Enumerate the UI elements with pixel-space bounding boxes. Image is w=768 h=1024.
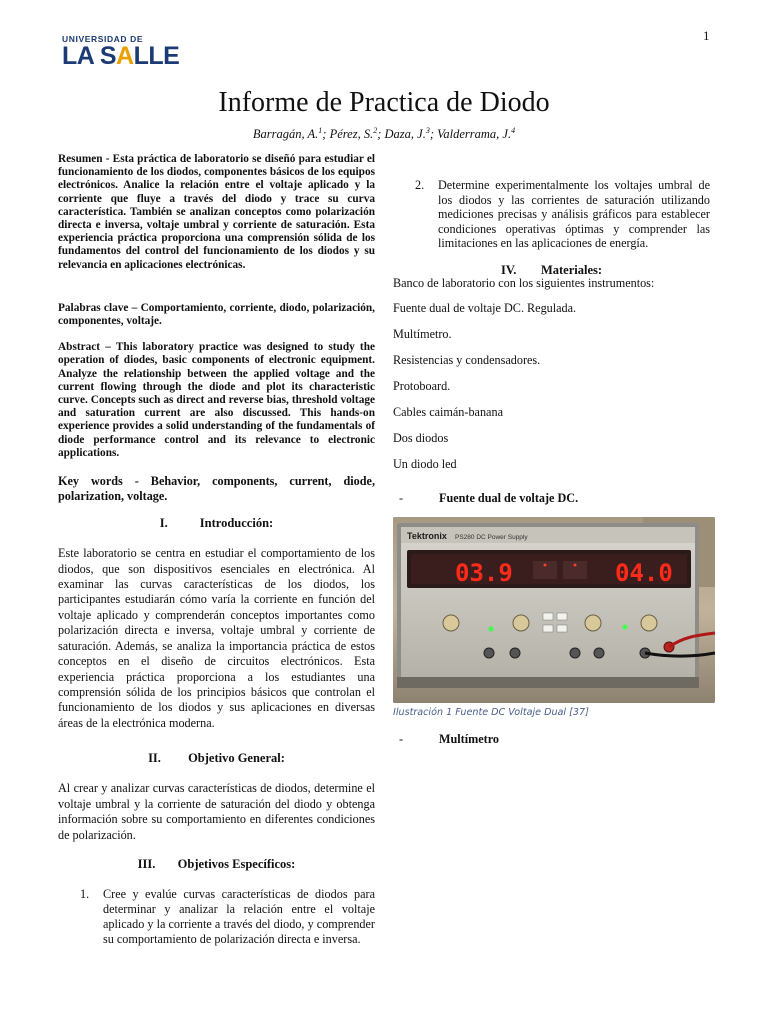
materiales-intro: Banco de laboratorio con los siguientes instrumentos: bbox=[393, 276, 655, 291]
list-item: Multímetro. bbox=[393, 327, 452, 342]
university-logo bbox=[62, 34, 212, 74]
objetivos-list bbox=[58, 887, 375, 947]
right-column bbox=[393, 150, 710, 746]
abstract-paragraph: Abstract – This laboratory practice was designed to study the operation of diodes, basic components of electronic equipment. Analyze the relationship between the applied voltage and the current flowing through the diode and plot its characteristic curve. Concepts such as direct and reverse bias, threshold voltage and saturation current are also discussed. This hands-on experience provides a solid understanding of the fundamentals of diode performance control and its relevance to electronic applications. bbox=[58, 341, 375, 459]
list-item: Dos diodos bbox=[393, 431, 449, 446]
section-heading-introduccion: I. Introducción: bbox=[159, 516, 274, 531]
section-heading-objetivos-especificos: III. Objetivos Específicos: bbox=[137, 856, 296, 871]
palabras-clave: Palabras clave – Comportamiento, corriente, diodo, polarización, componentes, voltaje. bbox=[58, 301, 375, 328]
power-supply-photo bbox=[393, 517, 715, 703]
logo-main-text: LA SALLE bbox=[62, 42, 180, 70]
left-column bbox=[58, 150, 375, 947]
resumen-paragraph: Resumen - Esta práctica de laboratorio se diseñó para estudiar el funcionamiento de los diodos, componentes básicos de los equipos electrónicos. Analice la relación entre el voltaje aplicado y la corriente que fluye a través del diodo y trace su curva característica. También se analizan conceptos como polarización directa e inversa, voltaje umbral y corriente de saturación. Esta experiencia práctica proporciona una comprensión sólida de los fundamentos del control del funcionamiento de los diodos y su relevancia en aplicaciones electrónicas. bbox=[58, 153, 375, 271]
figure-caption: Ilustración 1 Fuente DC Voltaje Dual [37] bbox=[393, 706, 589, 718]
list-item: Protoboard. bbox=[393, 379, 451, 394]
list-item: Resistencias y condensadores. bbox=[393, 353, 541, 368]
figure-subheading: - Fuente dual de voltaje DC. bbox=[399, 491, 579, 506]
key-words: Key words - Behavior, components, current, diode, polarization, voltage. bbox=[58, 474, 375, 504]
model-label: PS280 DC Power Supply bbox=[455, 533, 528, 541]
section-heading-objetivo-general: II. Objetivo General: bbox=[148, 751, 285, 766]
author-list: Barragán, A.$^1$; Pérez, S.$^2$; Daza, J.$^3$; Valderrama, J.$^4$ bbox=[252, 126, 516, 142]
paper-title: Informe de Practica de Diodo bbox=[218, 87, 550, 118]
logo-top-text: UNIVERSIDAD DE bbox=[62, 34, 144, 44]
objetivo-general-body: Al crear y analizar curvas características de diodos, determine el voltaje umbral y la corriente de saturación del diodo y obtenga información sobre su comportamiento en diferentes condiciones de polarización. bbox=[58, 781, 375, 842]
power-supply-illustration bbox=[393, 517, 715, 703]
materiales-list bbox=[393, 302, 710, 471]
display-right-readout: 04.0 bbox=[615, 558, 673, 587]
display-left-readout: 03.9 bbox=[455, 558, 513, 587]
introduccion-body: Este laboratorio se centra en estudiar el comportamiento de los diodos, que son dispositivos esenciales en electrónica. Al examinar las curvas características de los diodos, los participantes estudiarán cómo varía la corriente en función del voltaje aplicado y comprenderán conceptos importantes como polarización directa e inversa, voltaje umbral y corriente de saturación. Además, se analiza la importancia práctica de estos conceptos en el diseño de circuitos electrónicos. Esta experiencia práctica proporciona a los estudiantes una comprensión sólida de los principios básicos que controlan el funcionamiento de los diodos y sus aplicaciones en diversas áreas de la electrónica moderna. bbox=[58, 546, 375, 730]
brand-label: Tektronix bbox=[407, 530, 447, 541]
objetivos-list-continued bbox=[393, 178, 710, 251]
list-item: Cables caimán-banana bbox=[393, 405, 503, 420]
multimetro-subheading: - Multímetro bbox=[399, 731, 500, 746]
list-item: Un diodo led bbox=[393, 457, 457, 472]
list-item: Fuente dual de voltaje DC. Regulada. bbox=[393, 301, 577, 316]
section-heading-materiales: IV. Materiales: bbox=[500, 262, 603, 277]
list-item: 2. Determine experimentalmente los voltajes umbral de los diodos y las corrientes de saturación utilizando mediciones precisas y análisis gráficos para establecer condiciones operativas óptimas y comprender las limitaciones en las aplicaciones de energía. bbox=[415, 178, 710, 251]
list-item: 1. Cree y evalúe curvas características de diodos para determinar y analizar la relación entre el voltaje aplicado y la corriente a través del diodo, y comprender su comportamiento de polarización directa e inversa. bbox=[80, 887, 375, 947]
page-number: 1 bbox=[703, 28, 710, 43]
